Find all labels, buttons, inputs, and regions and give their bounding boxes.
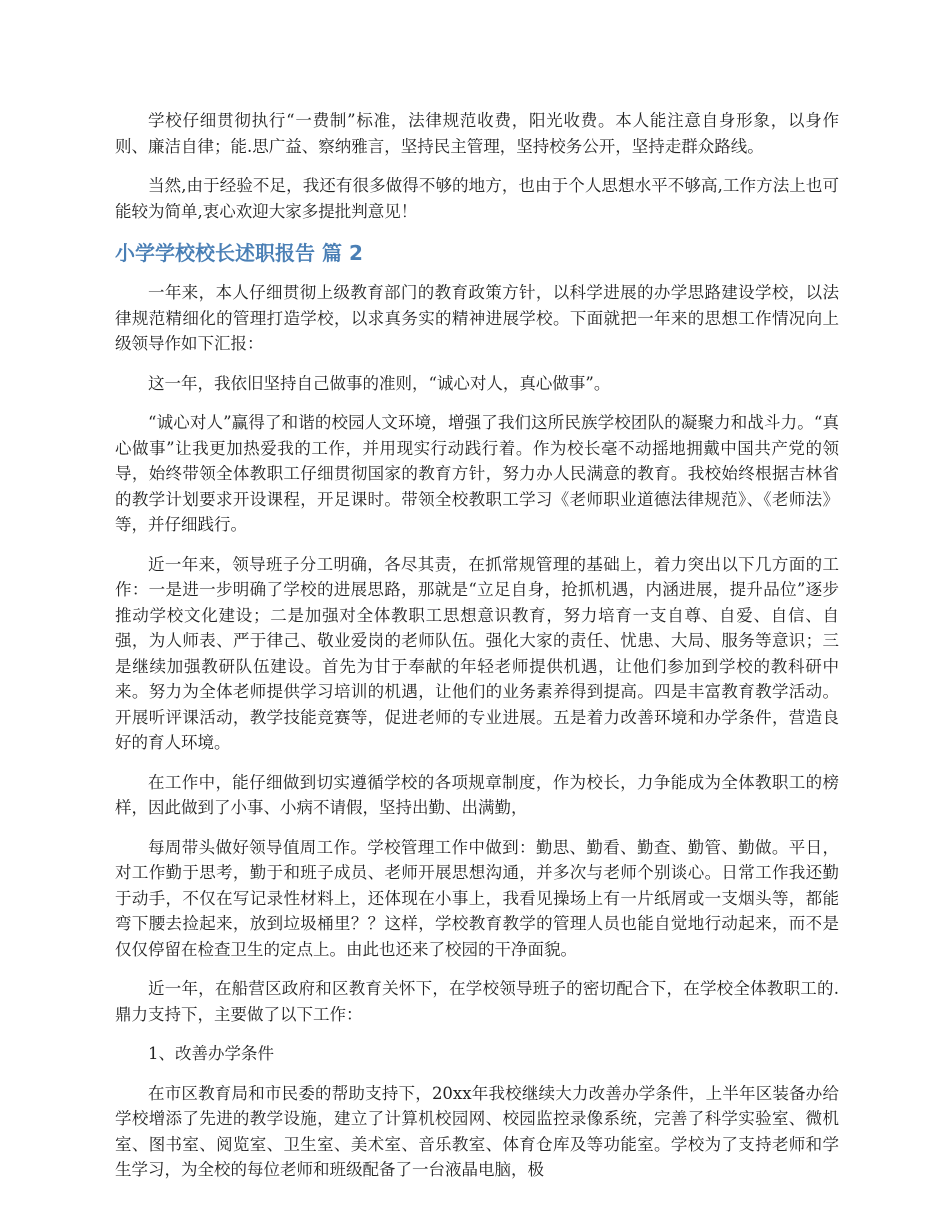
section-heading [115, 238, 839, 268]
paragraph-principle: 这一年，我依旧坚持自己做事的准则，“诚心对人，真心做事”。 [148, 373, 611, 393]
paragraph-sincerity: “诚心对人”赢得了和谐的校园人文环境，增强了我们这所民族学校团队的凝聚力和战斗力。“真心做事”让我更加热爱我的工作，并用现实行动践行着。作为校长毫不动摇地拥戴中国共产党的领导，始终带领全体教职工仔细贯彻国家的教育方针，努力办人民满意的教育。我校始终根据吉林省的教学计划要求开设课程，开足课时。带领全校教职工学习《老师职业道德法律规范》、《老师法》等，并仔细践行。 [115, 413, 839, 534]
paragraph-leadership-work: 近一年来，领导班子分工明确，各尽其责，在抓常规管理的基础上，着力突出以下几方面的工作：一是进一步明确了学校的进展思路，那就是“立足自身，抢抓机遇，内涵进展，提升品位”逐步推动学校文化建设；二是加强对全体教职工思想意识教育，努力培育一支自尊、自爱、自信、自强，为人师表、严于律己、敬业爱岗的老师队伍。强化大家的责任、忧患、大局、服务等意识；三是继续加强教研队伍建设。首先为甘于奉献的年轻老师提供机遇，让他们参加到学校的教科研中来。努力为全体老师提供学习培训的机遇，让他们的业务素养得到提高。四是丰富教育教学活动。开展听评课活动，教学技能竞赛等，促进老师的专业进展。五是着力改善环境和办学条件，营造良好的育人环境。 [115, 554, 839, 752]
paragraph-shortcomings: 当然,由于经验不足，我还有很多做得不够的地方，也由于个人思想水平不够高,工作方法上也可能较为简单,衷心欢迎大家多提批判意见！ [115, 176, 839, 221]
paragraph-weekly-duty: 每周带头做好领导值周工作。学校管理工作中做到：勤思、勤看、勤查、勤管、勤做。平日，对工作勤于思考，勤于和班子成员、老师开展思想沟通，并多次与老师个别谈心。日常工作我还勤于动手，不仅在写记录性材料上，还体现在小事上，我看见操场上有一片纸屑或一支烟头等，都能弯下腰去捡起来，放到垃圾桶里？？这样，学校教育教学的管理人员也能自觉地行动起来，而不是仅仅停留在检查卫生的定点上。由此也还来了校园的干净面貌。 [115, 837, 839, 959]
section-heading-title: 小学学校校长述职报告 篇 [115, 241, 342, 265]
paragraph-attendance: 在工作中，能仔细做到切实遵循学校的各项规章制度，作为校长，力争能成为全体教职工的榜样，因此做到了小事、小病不请假，坚持出勤、出满勤， [115, 772, 839, 817]
paragraph-intro: 一年来，本人仔细贯彻上级教育部门的教育政策方针，以科学进展的办学思路建设学校，以法律规范精细化的管理打造学校，以求真务实的精神进展学校。下面就把一年来的思想工作情况向上级领导作如下汇报： [115, 283, 839, 353]
document-page [115, 108, 839, 1197]
list-item-heading-1: 1、改善办学条件 [148, 1044, 274, 1063]
paragraph-support: 近一年，在船营区政府和区教育关怀下，在学校领导班子的密切配合下，在学校全体教职工的.鼎力支持下，主要做了以下工作： [115, 979, 839, 1024]
section-heading-number: 2 [348, 241, 363, 265]
paragraph-conditions: 在市区教育局和市民委的帮助支持下，20xx年我校继续大力改善办学条件，上半年区装备办给学校增添了先进的教学设施，建立了计算机校园网、校园监控录像系统，完善了科学实验室、微机室、图书室、阅览室、卫生室、美术室、音乐教室、体育仓库及等功能室。学校为了支持老师和学生学习，为全校的每位老师和班级配备了一台液晶电脑，极 [115, 1083, 839, 1179]
paragraph-fee-policy: 学校仔细贯彻执行“一费制”标准，法律规范收费，阳光收费。本人能注意自身形象，以身作则、廉洁自律；能.思广益、察纳雅言，坚持民主管理，坚持校务公开，坚持走群众路线。 [115, 111, 839, 156]
